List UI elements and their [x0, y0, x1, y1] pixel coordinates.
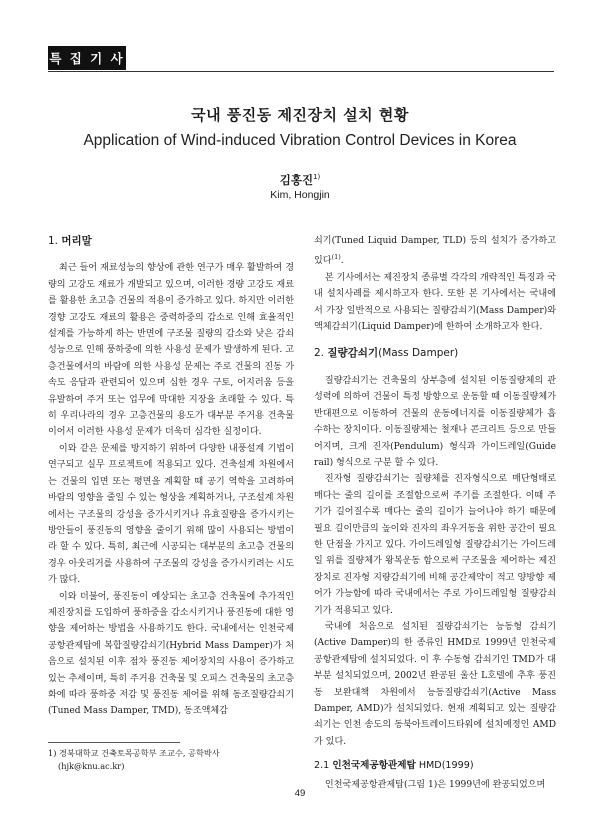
paragraph: 국내에 처음으로 설치된 질량감쇠기는 능동형 감쇠기(Active Damper)의 한 종류인 HMD로 1999년 인천국제공항관제탑에 설치되었다. 이 후 수동형 감쇠기인 TMD가 대부분 설치되었으며, 2002년 완공된 울산 L호텔에 추후 풍진동 보완대책 차원에서 능동질량감쇠기(Active Mass Damper, AMD)가 설치되었다. 현재 계획되고 있는 질량감쇠기는 인천 송도의 동북아트레이드타워에 설치예정인 AMD가 있다.: [314, 621, 556, 747]
section-2-title-english: (Mass Damper): [378, 347, 459, 360]
author-korean: [0, 172, 600, 188]
title-english: Application of Wind-induced Vibration Control Devices in Korea: [83, 132, 517, 149]
author-english: Kim, Hongjin: [270, 189, 330, 201]
paragraph: 인천국제공항관제탑(그림 1)은 1999년에 완공되었으며: [324, 779, 546, 790]
header-rule: [48, 71, 554, 72]
paragraph-end: .: [340, 256, 344, 267]
section-1-number: 1.: [48, 235, 59, 247]
section-2-number: 2.: [314, 347, 325, 360]
paragraph: 진자형 질량감쇠기는 질량체를 진자형식으로 매단형태로 매다는 줄의 길이를 조절함으로써 주기를 조절한다. 이때 주기가 길어질수록 매다는 줄의 길이가 늘어나야 하기 때문에 필요 길이만큼의 높이와 진자의 좌우거동을 위한 공간이 필요한 단점을 가지고 있다. 가이드레일형 질량감쇠기는 가이드레일 위를 질량체가 왕복운동 함으로써 구조물을 제어하는 제진장치로 진자형 지량감쇠기에 비해 공간제약이 적고 양방향 제어가 가능함에 따라 국내에서는 주로 가이드레일형 질량감쇠기가 적용되고 있다.: [314, 474, 556, 616]
paragraph: 최근 들어 재료성능의 향상에 관한 연구가 매우 활발하여 경량의 고강도 재료가 개발되고 있으며, 이러한 경량 고강도 재료를 활용한 초고층 건물의 적용이 증가하고 있다. 하지만 이러한 경향 고강도 재료의 활용은 중력하중의 감소로 인해 효율적인 설계를 가능하게 하는 반면에 구조물 질량의 감소와 낮은 감쇠 성능으로 인해 풍하중에 의한 사용성 문제가 발생하게 된다. 고층건물에서의 바람에 의한 사용성 문제는 주로 건물의 진동 가속도 응답과 관련되어 있으며 심한 경우 구토, 어지러움 등을 유발하여 주거 또는 업무에 막대한 지장을 초래할 수 있다. 특히 우리나라의 경우 고층건물의 용도가 대부분 주거용 건축물이어서 이러한 사용성 문제가 더욱더 심각한 실정이다.: [48, 263, 294, 438]
paragraph: [314, 233, 556, 270]
footnote-rule: [48, 742, 180, 743]
right-column: [314, 233, 556, 793]
section-2-title: 질량감쇠기: [327, 347, 379, 360]
paragraph: 본 기사에서는 제진장치 종류별 각각의 개략적인 특징과 국내 설치사례를 제시하고자 한다. 또한 본 기사에서는 국내에서 가장 일반적으로 사용되는 질량감쇠기(Mass Damper)와 액체감쇠기(Liquid Damper)에 한하여 소개하고자 한다.: [314, 272, 556, 333]
paragraph: 질량감쇠기는 건축물의 상부층에 설치된 이동질량체의 관성력에 의하여 건물이 특정 방향으로 운동할 때 이동질량체가 반대편으로 이동하여 건물의 운동에너지를 이동질량체가 흡수하는 장치이다. 이동질량체는 철재나 콘크리트 등으로 만들어지며, 크게 진자(Pendulum) 형식과 가이드레일(Guide rail) 형식으로 구분 할 수 있다.: [314, 375, 556, 468]
section-1-title: 머리말: [61, 235, 92, 247]
footnote-affiliation: 1) 경북대학교 건축토목공학부 조교수, 공학박사: [48, 748, 220, 758]
subsection-title-english: HMD(1999): [418, 760, 474, 772]
footnote-email: (hjk@knu.ac.kr): [58, 760, 125, 771]
author-name: 김홍진: [279, 173, 314, 187]
left-column: [48, 233, 294, 720]
paragraph: 이와 더불어, 풍진동이 예상되는 초고층 건축물에 추가적인 제진장치를 도입하여 풍하중을 감소시키거나 풍진동에 대한 영향을 제어하는 방법을 사용하기도 한다. 국내에서는 인천국제공항관제탑에 복합질량감쇠기(Hybrid Mass Damper)가 처음으로 설치된 이후 점차 풍진동 제어장치의 사용이 증가하고 있는 추세이며, 특히 주거용 건축물 및 오피스 건축물의 초고층화에 따라 풍하중 저감 및 풍진동 제어를 위해 동조질량감쇠기 (Tuned Mass Damper, TMD), 동조액체감: [48, 591, 294, 717]
reference-mark: (1): [331, 253, 341, 262]
section-2-heading: [314, 345, 556, 361]
feature-article-badge: 특 집 기 사: [48, 46, 126, 70]
page-number: 49: [294, 788, 306, 799]
paragraph: 이와 같은 문제를 방지하기 위하여 다양한 내풍설계 기법이 연구되고 실무 프로젝트에 적용되고 있다. 건축설계 차원에서는 건물의 입면 또는 평면을 계획할 때 공기 역학을 고려하여 바람의 영향을 줄일 수 있는 형상을 계획하거나, 구조설계 차원에서는 구조물의 강성을 증가시키거나 유효질량을 증가시키는 방안들이 풍진동의 영향을 줄이기 위해 많이 사용되는 방법이라 할 수 있다. 특히, 최근에 시공되는 대부분의 초고층 건물의 경우 아웃리거를 사용하여 구조물의 강성을 증가시키려는 시도가 많다.: [48, 443, 294, 586]
title-korean: 국내 풍진동 제진장치 설치 현황: [191, 106, 409, 124]
footnote: [48, 747, 294, 772]
section-1-heading: [48, 233, 294, 249]
subsection-2-1-heading: [314, 758, 556, 774]
subsection-title: 인천국제공항관제탑: [332, 760, 416, 772]
subsection-number: 2.1: [314, 760, 330, 772]
author-footnote-mark: 1): [313, 173, 321, 182]
paragraph-text: 쇠기(Tuned Liquid Damper, TLD) 등의 설치가 증가하고 있다: [314, 236, 556, 267]
